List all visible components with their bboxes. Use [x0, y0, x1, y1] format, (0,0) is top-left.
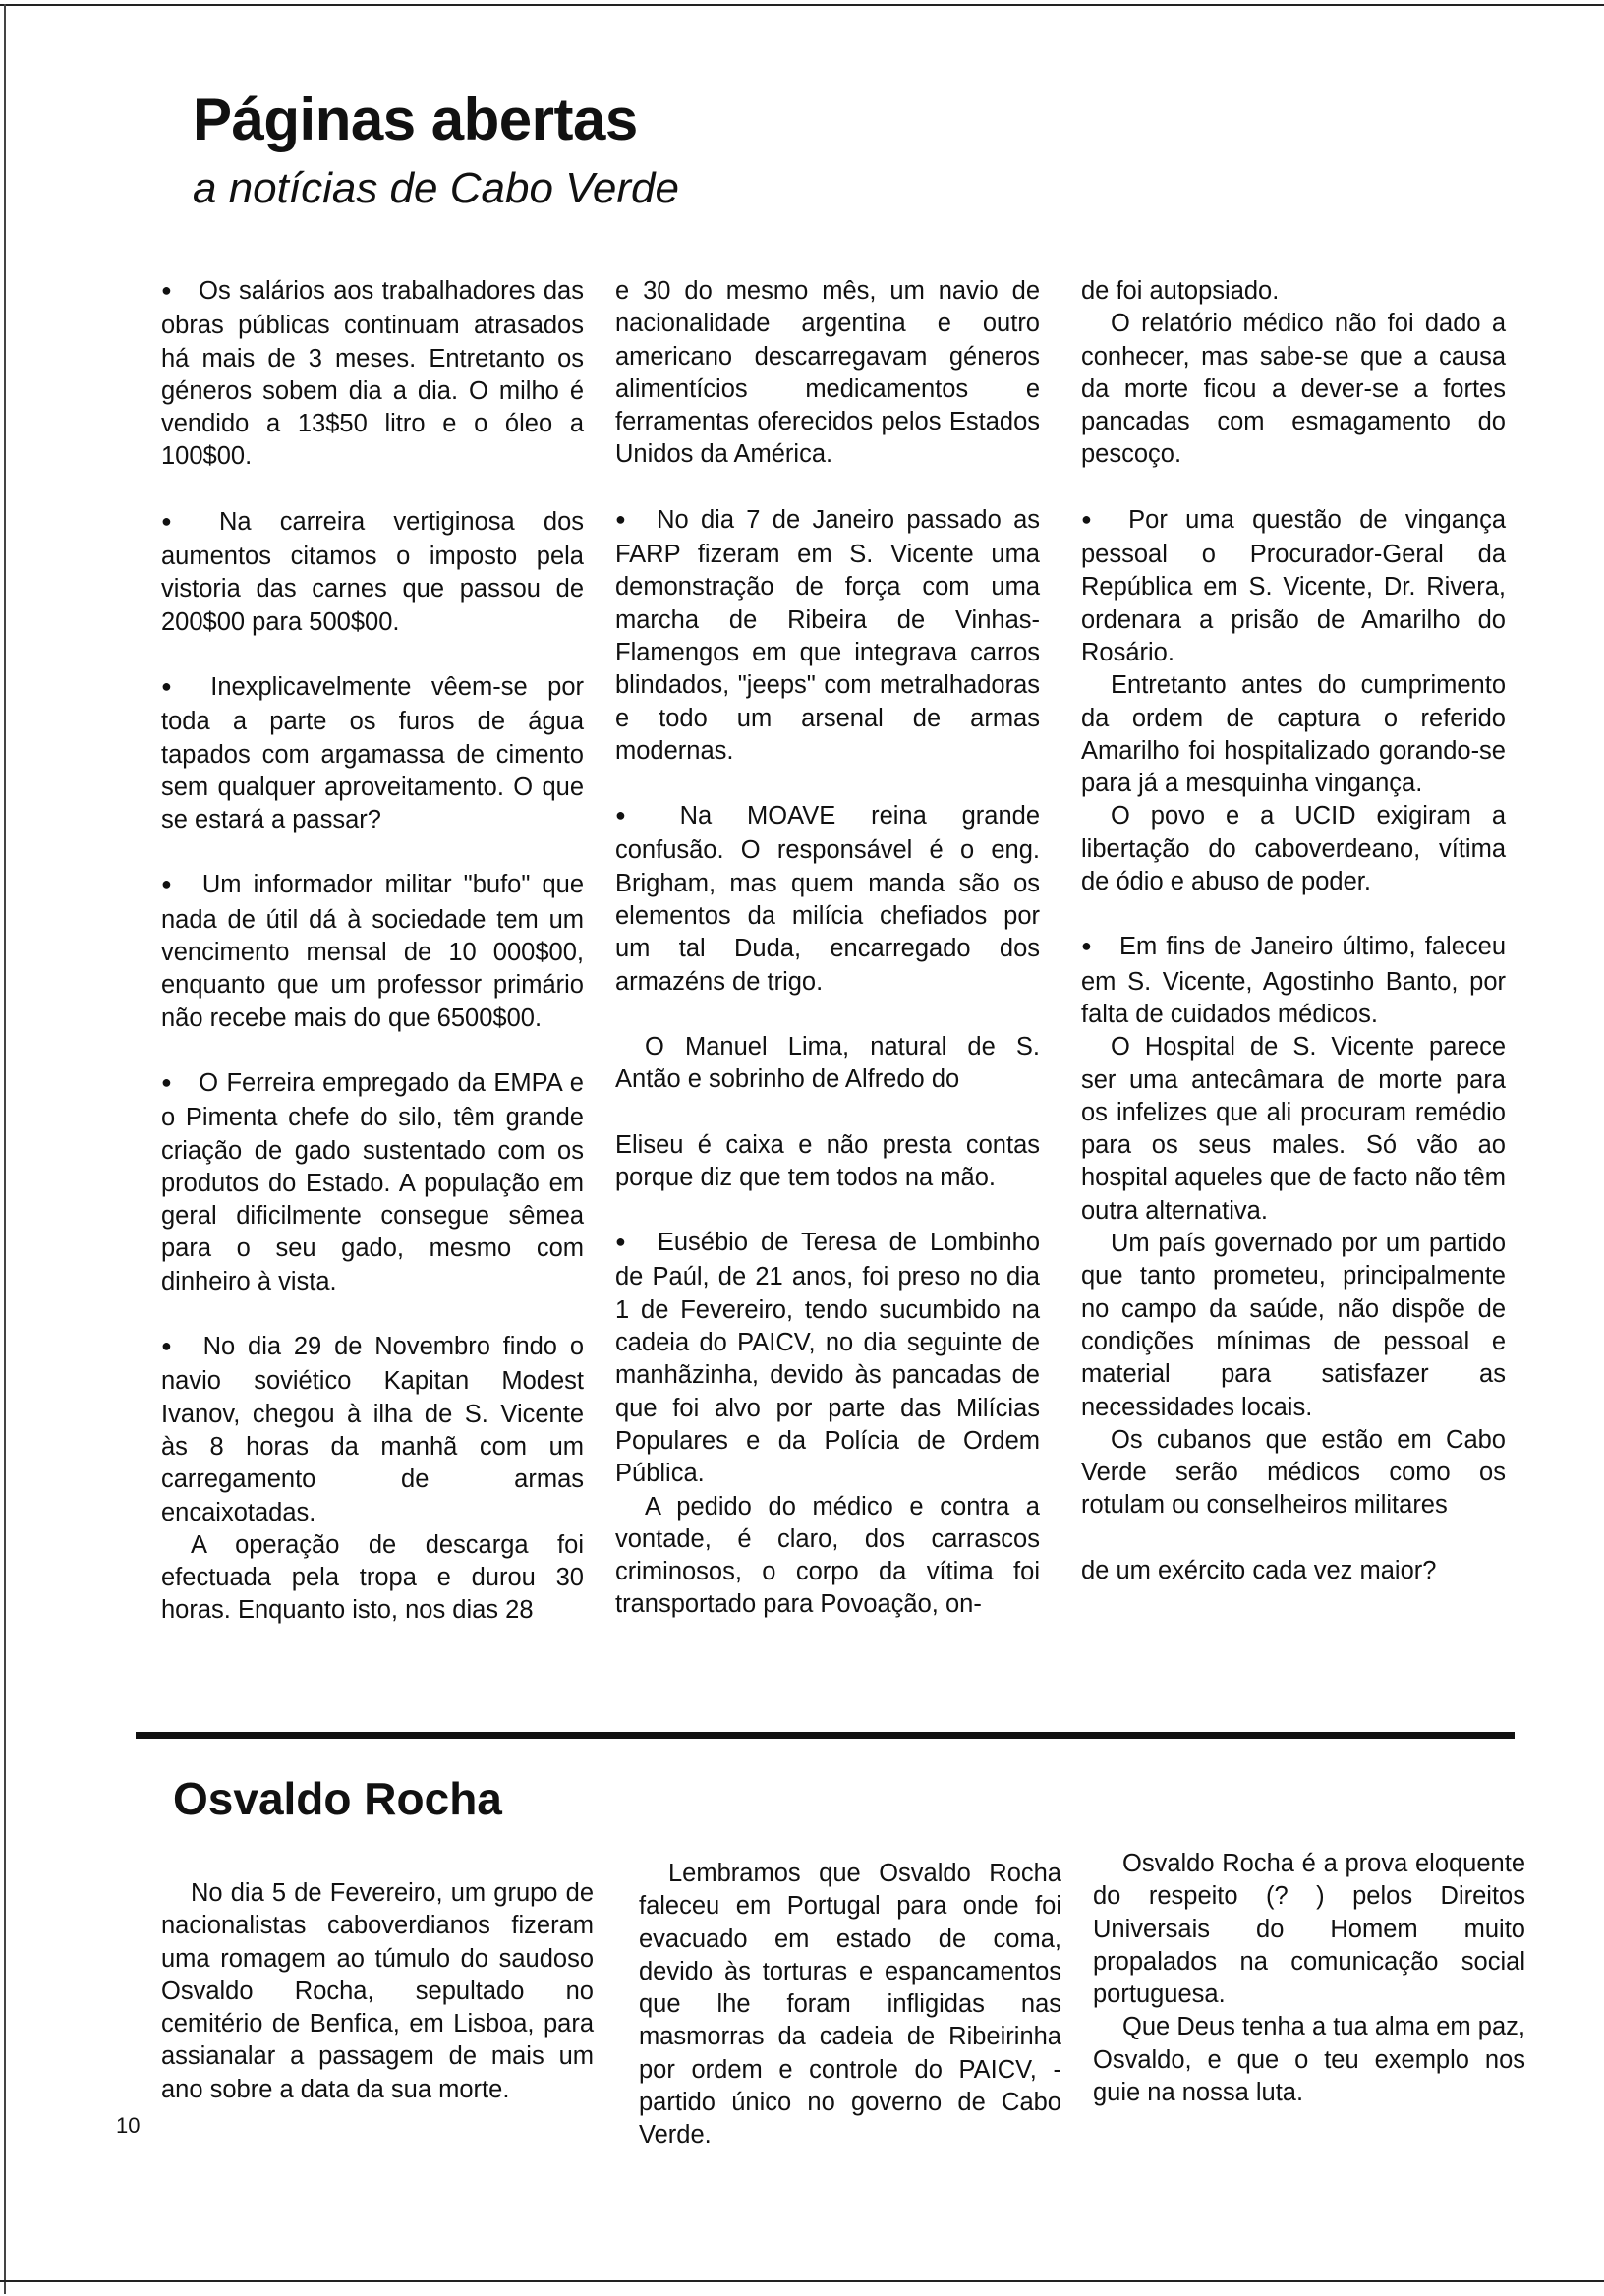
- news-column-1: [161, 275, 584, 1628]
- top-rule: [0, 4, 1604, 6]
- news-paragraph: A pedido do médico e contra a vontade, é claro, dos carrascos criminosos, o corpo da vítima foi transportado para Povoação, on-: [615, 1492, 1040, 1619]
- news-column-2: [615, 275, 1040, 1622]
- osvaldo-paragraph: Que Deus tenha a tua alma em paz, Osvaldo, e que o teu exemplo nos guie na nossa luta.: [1093, 2013, 1525, 2107]
- section-separator: [136, 1732, 1515, 1739]
- news-paragraph: O povo e a UCID exigiram a libertação do caboverdeano, vítima de ódio e abuso de poder.: [1081, 802, 1506, 896]
- news-paragraph: Eliseu é caixa e não presta contas porque diz que tem todos na mão.: [615, 1130, 1040, 1191]
- page-subtitle: a notícias de Cabo Verde: [193, 164, 679, 212]
- news-paragraph: de um exército cada vez maior?: [1081, 1556, 1437, 1584]
- news-paragraph: A operação de descarga foi efectuada pela tropa e durou 30 horas. Enquanto isto, nos dias 28: [161, 1530, 584, 1625]
- news-paragraph: e 30 do mesmo mês, um navio de nacionalidade argentina e outro americano descarregavam géneros alimentícios medicamentos e ferramentas oferecidos pelos Estados Unidos da América.: [615, 277, 1040, 469]
- news-item: ● Um informador militar "bufo" que nada de útil dá à sociedade tem um vencimento mensal de 10 000$00, enquanto que um professor primário não recebe mais do que 6500$00.: [161, 869, 584, 1034]
- news-item: ● No dia 7 de Janeiro passado as FARP fizeram em S. Vicente uma demonstração de força com uma marcha de Ribeira de Vinhas-Flamengos em que integrava carros blindados, "jeeps" com metralhadoras e todo um arsenal de armas modernas.: [615, 504, 1040, 768]
- news-item: ● Na MOAVE reina grande confusão. O responsável é o eng. Brigham, mas quem manda são os elementos da milícia chefiados por um tal Duda, encarregado dos armazéns de trigo.: [615, 800, 1040, 999]
- news-item: ● Na carreira vertiginosa dos aumentos citamos o imposto pela vistoria das carnes que passou de 200$00 para 500$00.: [161, 506, 584, 639]
- news-paragraph: O Hospital de S. Vicente parece ser uma antecâmara de morte para os infelizes que ali procuram remédio para os seus males. Só vão ao hospital aqueles que de facto não têm outra alternativa.: [1081, 1033, 1506, 1225]
- osvaldo-paragraph: Lembramos que Osvaldo Rocha faleceu em Portugal para onde foi evacuado em estado de coma, devido às torturas e espancamentos que lhe foram infligidas nas masmorras da cadeia de Ribeirinha por ordem e controle do PAICV, - partido único no governo de Cabo Verde.: [639, 1860, 1061, 2150]
- news-paragraph: Os cubanos que estão em Cabo Verde serão médicos como os rotulam ou conselheiros militares: [1081, 1425, 1506, 1520]
- osvaldo-column-3: [1093, 1848, 1525, 2109]
- news-item: ● Por uma questão de vingança pessoal o Procurador-Geral da República em S. Vicente, Dr. Rivera, ordenara a prisão de Amarilho do Rosário.: [1081, 504, 1506, 669]
- news-item: ● O Ferreira empregado da EMPA e o Pimenta chefe do silo, têm grande criação de gado sustentado com os produtos do Estado. A população em geral dificilmente consegue sêmea para o seu gado, mesmo com dinheiro à vista.: [161, 1067, 584, 1298]
- news-column-3: [1081, 275, 1506, 1620]
- osvaldo-column-2: [639, 1858, 1061, 2152]
- news-paragraph: Um país governado por um partido que tanto prometeu, principalmente no campo da saúde, não dispõe de condições mínimas de pessoal e material para satisfazer as necessidades locais.: [1081, 1230, 1506, 1421]
- news-item: ● Em fins de Janeiro último, faleceu em S. Vicente, Agostinho Banto, por falta de cuidados médicos.: [1081, 931, 1506, 1031]
- news-paragraph: Entretanto antes do cumprimento da ordem de captura o referido Amarilho foi hospitalizado gorando-se para já a mesquinha vingança.: [1081, 671, 1506, 798]
- left-rule: [4, 4, 6, 2294]
- bottom-rule: [0, 2280, 1604, 2282]
- news-paragraph: O relatório médico não foi dado a conhecer, mas sabe-se que a causa da morte ficou a dever-se a fortes pancadas com esmagamento do pescoço.: [1081, 310, 1506, 469]
- osvaldo-column-1: [161, 1877, 594, 2106]
- osvaldo-paragraph: No dia 5 de Fevereiro, um grupo de nacionalistas caboverdianos fizeram uma romagem ao túmulo do saudoso Osvaldo Rocha, sepultado no cemitério de Benfica, em Lisboa, para assianalar a passagem de mais um ano sobre a data da sua morte.: [161, 1879, 594, 2103]
- news-item: ● Eusébio de Teresa de Lombinho de Paúl, de 21 anos, foi preso no dia 1 de Fevereiro, tendo sucumbido na cadeia do PAICV, no dia seguinte de manhãzinha, devido às pancadas de que foi alvo por parte das Milícias Populares e da Polícia de Ordem Pública.: [615, 1227, 1040, 1490]
- news-paragraph: O Manuel Lima, natural de S. Antão e sobrinho de Alfredo do: [615, 1032, 1040, 1094]
- section-title: Osvaldo Rocha: [173, 1773, 502, 1824]
- page-title: Páginas abertas: [193, 86, 638, 152]
- osvaldo-paragraph: Osvaldo Rocha é a prova eloquente do respeito (? ) pelos Direitos Universais do Homem muito propalados na comunicação social portuguesa.: [1093, 1850, 1525, 2009]
- news-item: ● Inexplicavelmente vêem-se por toda a parte os furos de água tapados com argamassa de cimento sem qualquer aproveitamento. O que se estará a passar?: [161, 671, 584, 836]
- news-item: ● Os salários aos trabalhadores das obras públicas continuam atrasados há mais de 3 meses. Entretanto os géneros sobem dia a dia. O milho é vendido a 13$50 litro e o óleo a 100$00.: [161, 275, 584, 474]
- page-number: 10: [116, 2113, 141, 2138]
- news-paragraph: de foi autopsiado.: [1081, 277, 1280, 305]
- news-item: ● No dia 29 de Novembro findo o navio soviético Kapitan Modest Ivanov, chegou à ilha de S. Vicente às 8 horas da manhã com um carregamento de armas encaixotadas.: [161, 1331, 584, 1529]
